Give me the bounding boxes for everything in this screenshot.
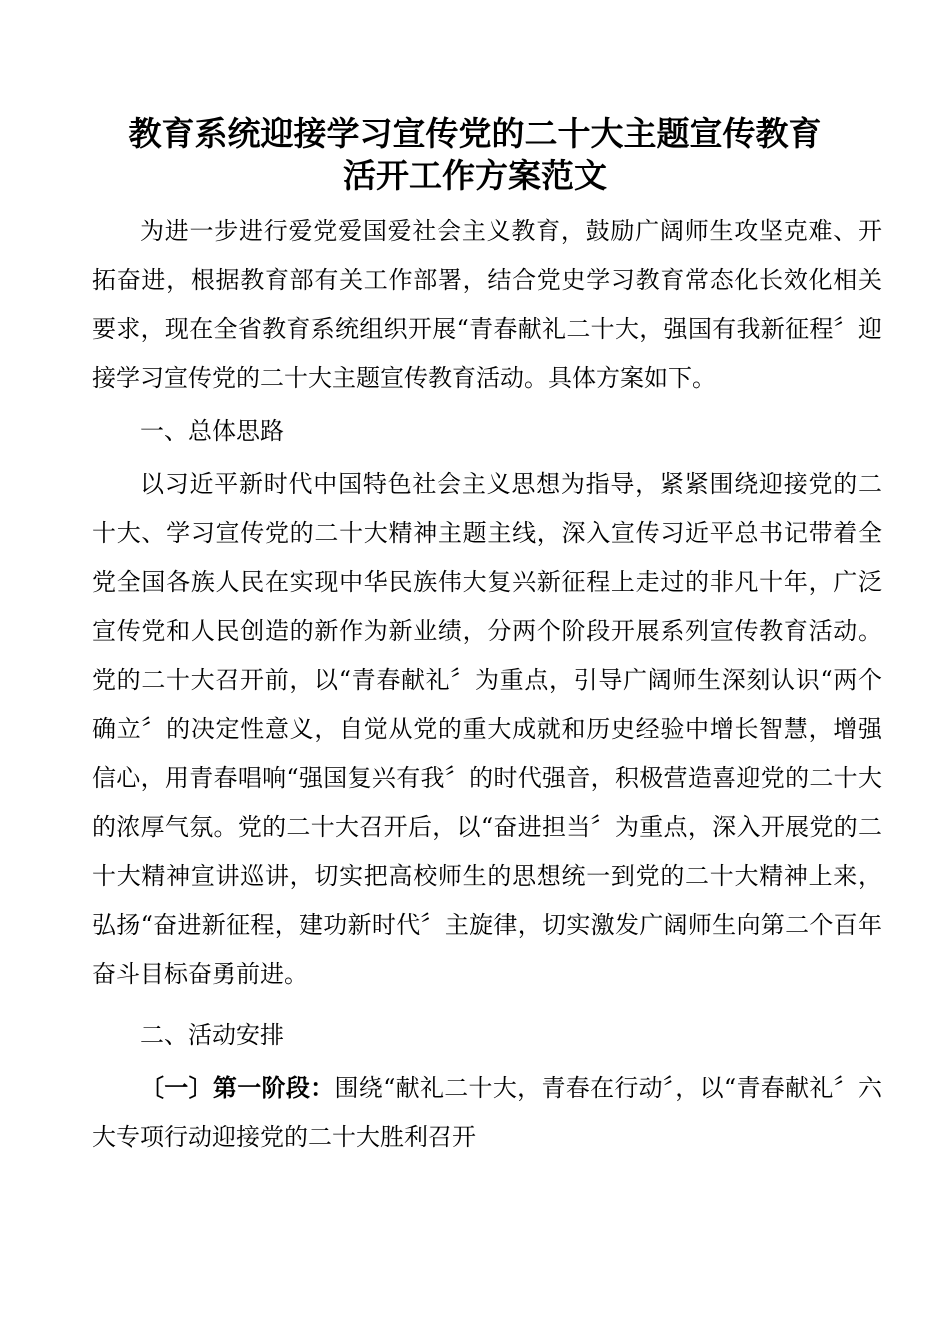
document-title-line-2: 活开工作方案范文 xyxy=(343,156,607,195)
subsection-text: 围绕“献礼二十大，青春在行动〞，以“青春献礼〞六大专项行动迎接党的二十大胜利召开 xyxy=(92,1074,883,1151)
subsection-label: 〔一〕第一阶段： xyxy=(140,1074,335,1102)
section-1-heading: 一、总体思路 xyxy=(140,417,284,445)
document-title-line-1: 教育系统迎接学习宣传党的二十大主题宣传教育 xyxy=(128,114,822,153)
section-2-heading: 二、活动安排 xyxy=(140,1021,284,1049)
section-2-subsection-paragraph xyxy=(92,1064,882,1162)
document-body xyxy=(92,207,882,1162)
intro-paragraph: 为进一步进行爱党爱国爱社会主义教育，鼓励广阔师生攻坚克难、开拓奋进，根据教育部有关工作部署，结合党史学习教育常态化长效化相关要求，现在全省教育系统组织开展“青春献礼二十大，强国有我新征程〞迎接学习宣传党的二十大主题宣传教育活动。具体方案如下。 xyxy=(92,217,882,392)
section-1-paragraph: 以习近平新时代中国特色社会主义思想为指导，紧紧围绕迎接党的二十大、学习宣传党的二十大精神主题主线，深入宣传习近平总书记带着全党全国各族人民在实现中华民族伟大复兴新征程上走过的非凡十年，广泛宣传党和人民创造的新作为新业绩，分两个阶段开展系列宣传教育活动。党的二十大召开前，以“青春献礼〞为重点，引导广阔师生深刻认识“两个确立〞的决定性意义，自觉从党的重大成就和历史经验中增长智慧，增强信心，用青春唱响“强国复兴有我〞的时代强音，积极营造喜迎党的二十大的浓厚气氛。党的二十大召开后，以“奋进担当〞为重点，深入开展党的二十大精神宣讲巡讲，切实把高校师生的思想统一到党的二十大精神上来，弘扬“奋进新征程，建功新时代〞主旋律，切实激发广阔师生向第二个百年奋斗目标奋勇前进。 xyxy=(92,470,882,988)
